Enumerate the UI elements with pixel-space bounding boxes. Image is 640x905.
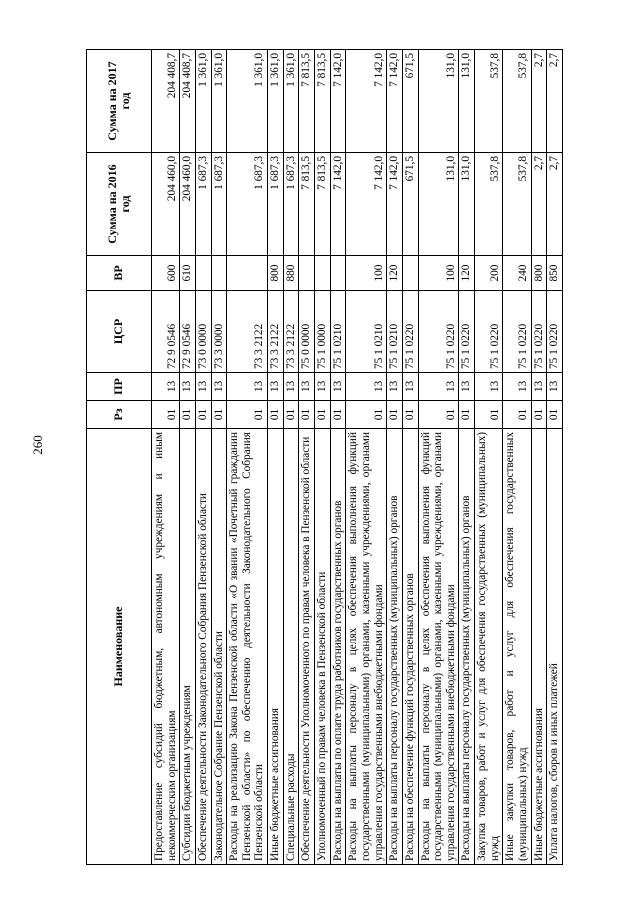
row-sum-2016: 204 460,0 xyxy=(152,153,180,256)
row-sum-2017: 1 361,0 xyxy=(268,50,284,153)
row-sum-2016: 2,7 xyxy=(531,153,547,256)
row-name: Расходы на обеспечение функций государственных органов xyxy=(402,429,418,865)
row-sum-2016: 7 142,0 xyxy=(330,153,346,256)
row-csr: 75 1 0210 xyxy=(346,291,387,373)
table-header-row xyxy=(87,50,152,865)
table-row xyxy=(315,50,331,865)
row-sum-2016: 7 813,5 xyxy=(299,153,315,256)
header-sum-2016: Сумма на 2016 год xyxy=(87,153,152,256)
table-row xyxy=(180,50,196,865)
row-pr: 13 xyxy=(227,373,268,401)
table-row xyxy=(346,50,387,865)
row-rz: 01 xyxy=(315,401,331,429)
row-name: Специальные расходы xyxy=(283,429,299,865)
row-vr: 120 xyxy=(387,256,403,291)
row-pr: 13 xyxy=(195,373,211,401)
table-row xyxy=(387,50,403,865)
row-rz: 01 xyxy=(227,401,268,429)
row-name: Уплата налогов, сборов и иных платежей xyxy=(547,429,563,865)
row-csr: 72 9 0546 xyxy=(180,291,196,373)
row-rz: 01 xyxy=(283,401,299,429)
row-rz: 01 xyxy=(180,401,196,429)
row-rz: 01 xyxy=(195,401,211,429)
row-vr: 800 xyxy=(268,256,284,291)
row-name: Расходы на выплаты персоналу в целях обеспечения выполнения функций государственными (муниципальными) органами, казенными учреждениями, органами управления государственными внебюджетными фондами xyxy=(346,429,387,865)
rotated-table-frame xyxy=(86,50,560,865)
row-sum-2016: 204 460,0 xyxy=(180,153,196,256)
row-sum-2017: 671,5 xyxy=(402,50,418,153)
row-sum-2017: 1 361,0 xyxy=(211,50,227,153)
row-sum-2017: 204 408,7 xyxy=(152,50,180,153)
row-rz: 01 xyxy=(346,401,387,429)
row-vr: 120 xyxy=(459,256,475,291)
row-pr: 13 xyxy=(346,373,387,401)
row-pr: 13 xyxy=(418,373,459,401)
row-name: Расходы на выплаты персоналу в целях обеспечения выполнения функций государственными (муниципальными) органами, казенными учреждениями, органами управления государственными внебюджетными фондами xyxy=(418,429,459,865)
table-row xyxy=(547,50,563,865)
row-sum-2016: 1 687,3 xyxy=(195,153,211,256)
header-csr: ЦСР xyxy=(87,291,152,373)
header-vr: ВР xyxy=(87,256,152,291)
row-sum-2017: 7 142,0 xyxy=(387,50,403,153)
row-csr: 72 9 0546 xyxy=(152,291,180,373)
row-pr: 13 xyxy=(402,373,418,401)
header-pr: ПР xyxy=(87,373,152,401)
row-csr: 75 1 0210 xyxy=(330,291,346,373)
row-csr: 73 0 0000 xyxy=(195,291,211,373)
row-rz: 01 xyxy=(531,401,547,429)
row-csr: 75 1 0220 xyxy=(475,291,503,373)
row-name: Расходы на выплаты персоналу государственных (муниципальных) органов xyxy=(387,429,403,865)
row-sum-2016: 7 142,0 xyxy=(387,153,403,256)
row-pr: 13 xyxy=(299,373,315,401)
row-pr: 13 xyxy=(283,373,299,401)
table-row xyxy=(418,50,459,865)
row-pr: 13 xyxy=(531,373,547,401)
row-sum-2016: 1 687,3 xyxy=(283,153,299,256)
row-sum-2017: 131,0 xyxy=(459,50,475,153)
row-pr: 13 xyxy=(475,373,503,401)
row-pr: 13 xyxy=(459,373,475,401)
row-sum-2016: 537,8 xyxy=(475,153,503,256)
row-sum-2017: 1 361,0 xyxy=(227,50,268,153)
table-row xyxy=(283,50,299,865)
row-vr xyxy=(227,256,268,291)
row-csr: 75 1 0220 xyxy=(503,291,531,373)
table-row xyxy=(402,50,418,865)
table-row xyxy=(227,50,268,865)
row-pr: 13 xyxy=(211,373,227,401)
row-vr xyxy=(402,256,418,291)
table-row xyxy=(152,50,180,865)
row-sum-2017: 131,0 xyxy=(418,50,459,153)
row-sum-2017: 7 813,5 xyxy=(315,50,331,153)
row-rz: 01 xyxy=(503,401,531,429)
row-vr xyxy=(315,256,331,291)
table-row xyxy=(531,50,547,865)
table-row xyxy=(330,50,346,865)
row-rz: 01 xyxy=(402,401,418,429)
header-name: Наименование xyxy=(87,429,152,865)
row-vr: 240 xyxy=(503,256,531,291)
row-csr: 75 1 0210 xyxy=(387,291,403,373)
row-sum-2017: 1 361,0 xyxy=(283,50,299,153)
row-rz: 01 xyxy=(268,401,284,429)
row-csr: 75 0 0000 xyxy=(299,291,315,373)
row-sum-2016: 7 813,5 xyxy=(315,153,331,256)
row-sum-2016: 1 687,3 xyxy=(227,153,268,256)
row-rz: 01 xyxy=(299,401,315,429)
row-pr: 13 xyxy=(315,373,331,401)
row-pr: 13 xyxy=(152,373,180,401)
row-sum-2017: 2,7 xyxy=(547,50,563,153)
row-sum-2016: 7 142,0 xyxy=(346,153,387,256)
row-rz: 01 xyxy=(211,401,227,429)
row-csr: 75 1 0220 xyxy=(531,291,547,373)
row-csr: 73 3 2122 xyxy=(283,291,299,373)
row-name: Законодательное Собрание Пензенской области xyxy=(211,429,227,865)
table-row xyxy=(475,50,503,865)
row-pr: 13 xyxy=(180,373,196,401)
row-pr: 13 xyxy=(503,373,531,401)
table-row xyxy=(299,50,315,865)
header-rz: Рз xyxy=(87,401,152,429)
row-vr: 880 xyxy=(283,256,299,291)
page-number: 260 xyxy=(30,435,45,455)
header-sum-2017: Сумма на 2017 год xyxy=(87,50,152,153)
row-name: Предоставление субсидий бюджетным, автономным учреждениям и иным некоммерческим организациям xyxy=(152,429,180,865)
row-name: Обеспечение деятельности Законодательного Собрания Пензенской области xyxy=(195,429,211,865)
row-sum-2017: 7 813,5 xyxy=(299,50,315,153)
row-sum-2017: 2,7 xyxy=(531,50,547,153)
row-vr: 600 xyxy=(152,256,180,291)
row-sum-2016: 1 687,3 xyxy=(211,153,227,256)
row-rz: 01 xyxy=(418,401,459,429)
row-sum-2017: 537,8 xyxy=(503,50,531,153)
row-name: Расходы на выплаты по оплате труда работников государственных органов xyxy=(330,429,346,865)
row-csr: 75 1 0220 xyxy=(418,291,459,373)
row-sum-2017: 7 142,0 xyxy=(346,50,387,153)
row-csr: 75 1 0220 xyxy=(402,291,418,373)
row-vr: 800 xyxy=(531,256,547,291)
table-row xyxy=(268,50,284,865)
table-row xyxy=(211,50,227,865)
table-row xyxy=(195,50,211,865)
table-body xyxy=(152,50,563,865)
row-sum-2016: 537,8 xyxy=(503,153,531,256)
table-row xyxy=(503,50,531,865)
row-sum-2016: 671,5 xyxy=(402,153,418,256)
row-rz: 01 xyxy=(387,401,403,429)
row-sum-2016: 1 687,3 xyxy=(268,153,284,256)
row-csr: 75 1 0220 xyxy=(547,291,563,373)
row-rz: 01 xyxy=(330,401,346,429)
row-sum-2017: 7 142,0 xyxy=(330,50,346,153)
row-pr: 13 xyxy=(387,373,403,401)
row-name: Иные бюджетные ассигнования xyxy=(531,429,547,865)
row-rz: 01 xyxy=(547,401,563,429)
row-name: Обеспечение деятельности Уполномоченного по правам человека в Пензенской области xyxy=(299,429,315,865)
row-pr: 13 xyxy=(330,373,346,401)
row-name: Закупка товаров, работ и услуг для обеспечения государственных (муниципальных) нужд xyxy=(475,429,503,865)
row-name: Расходы на реализацию Закона Пензенской области «О звании «Почетный гражданин Пензенской области» по обеспечению деятельности Законодательного Собрания Пензенской области xyxy=(227,429,268,865)
row-vr: 610 xyxy=(180,256,196,291)
row-name: Иные закупки товаров, работ и услуг для обеспечения государственных (муниципальных) нужд xyxy=(503,429,531,865)
row-pr: 13 xyxy=(547,373,563,401)
row-rz: 01 xyxy=(459,401,475,429)
row-name: Уполномоченный по правам человека в Пензенской области xyxy=(315,429,331,865)
row-name: Иные бюджетные ассигнования xyxy=(268,429,284,865)
budget-table xyxy=(86,49,563,865)
row-csr: 75 1 0220 xyxy=(459,291,475,373)
row-name: Расходы на выплаты персоналу государственных (муниципальных) органов xyxy=(459,429,475,865)
row-sum-2017: 537,8 xyxy=(475,50,503,153)
row-vr xyxy=(211,256,227,291)
row-vr: 850 xyxy=(547,256,563,291)
row-vr: 100 xyxy=(418,256,459,291)
row-sum-2016: 2,7 xyxy=(547,153,563,256)
rotated-table-container xyxy=(86,50,560,865)
row-name: Субсидии бюджетным учреждениям xyxy=(180,429,196,865)
row-vr xyxy=(299,256,315,291)
row-sum-2016: 131,0 xyxy=(459,153,475,256)
row-sum-2017: 1 361,0 xyxy=(195,50,211,153)
row-vr xyxy=(195,256,211,291)
row-csr: 73 3 0000 xyxy=(211,291,227,373)
row-csr: 73 3 2122 xyxy=(268,291,284,373)
row-csr: 73 3 2122 xyxy=(227,291,268,373)
row-csr: 75 1 0000 xyxy=(315,291,331,373)
row-rz: 01 xyxy=(475,401,503,429)
row-pr: 13 xyxy=(268,373,284,401)
row-rz: 01 xyxy=(152,401,180,429)
row-sum-2017: 204 408,7 xyxy=(180,50,196,153)
table-row xyxy=(459,50,475,865)
row-sum-2016: 131,0 xyxy=(418,153,459,256)
row-vr xyxy=(330,256,346,291)
row-vr: 100 xyxy=(346,256,387,291)
row-vr: 200 xyxy=(475,256,503,291)
